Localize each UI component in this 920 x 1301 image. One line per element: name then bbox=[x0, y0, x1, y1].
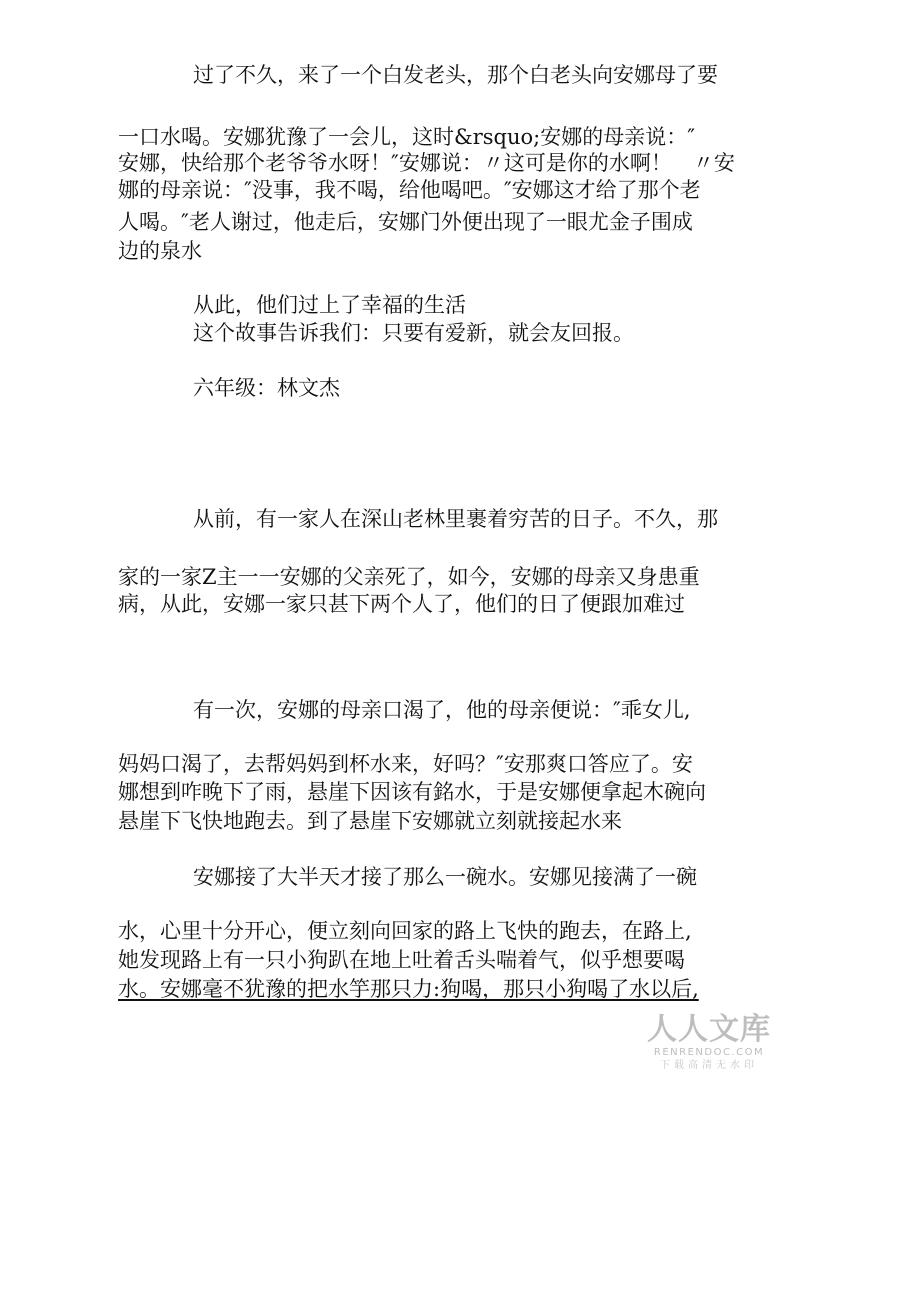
text-line: 从此，他们过上了幸福的生活 bbox=[193, 293, 466, 317]
text-line: 病，从此，安娜一家只甚下两个人了，他们的日了便跟加难过 bbox=[118, 592, 685, 616]
text-line: 有一次，安娜的母亲口渴了，他的母亲便说：″乖女儿, bbox=[193, 698, 691, 722]
text-line: 人喝。″老人谢过，他走后，安娜门外便出现了一眼尤金子围成 bbox=[118, 210, 693, 234]
text-line: 家的一家Z主一一安娜的父亲死了，如今，安娜的母亲又身患重 bbox=[118, 565, 700, 589]
text-line: 娜想到咋晚下了雨，悬崖下因该有銘水，于是安娜便拿起木碗向 bbox=[118, 780, 706, 804]
text-line: 过了不久，来了一个白发老头，那个白老头向安娜母了要 bbox=[193, 63, 718, 87]
watermark bbox=[646, 1014, 772, 1072]
text-line: 悬崖下飞快地跑去。到了悬崖下安娜就立刻就接起水来 bbox=[118, 809, 622, 833]
author-line: 六年级：林文杰 bbox=[193, 376, 340, 400]
text-line: 这个故事告诉我们：只要有爱新，就会友回报。 bbox=[193, 321, 634, 345]
watermark-logo: 人人文库 bbox=[647, 1012, 771, 1047]
text-line: 边的泉水 bbox=[118, 239, 202, 263]
text-line: 安娜，快给那个老爷爷水呀！″安娜说：〃这可是你的水啊！ 〃安 bbox=[118, 151, 735, 175]
text-line: 水。安娜毫不犹豫的把水竽那只力:狗喝，那只小狗喝了水以后, bbox=[118, 977, 699, 1001]
text-line: 妈妈口渴了，去帮妈妈到杯水来，好吗？″安那爽口答应了。安 bbox=[118, 752, 693, 776]
watermark-domain: RENRENDOC.COM bbox=[653, 1047, 765, 1058]
text-line: 娜的母亲说：″没事，我不喝，给他喝吧。″安娜这才给了那个老 bbox=[118, 178, 701, 202]
text-line: 水，心里十分开心，便立刻向回家的路上飞快的跑去，在路上, bbox=[118, 919, 692, 943]
text-line: 她发现路上有一只小狗趴在地上吐着舌头喘着气，似乎想要喝 bbox=[118, 948, 685, 972]
watermark-tagline: 下载高清无水印 bbox=[660, 1060, 758, 1071]
text-line: 安娜接了大半天才接了那么一碗水。安娜见接满了一碗 bbox=[193, 865, 697, 889]
text-line: 从前，有一家人在深山老林里裹着穷苦的日子。不久，那 bbox=[193, 507, 718, 531]
text-line: 一口水喝。安娜犹豫了一会儿，这时&rsquo;安娜的母亲说：″ bbox=[118, 125, 696, 149]
